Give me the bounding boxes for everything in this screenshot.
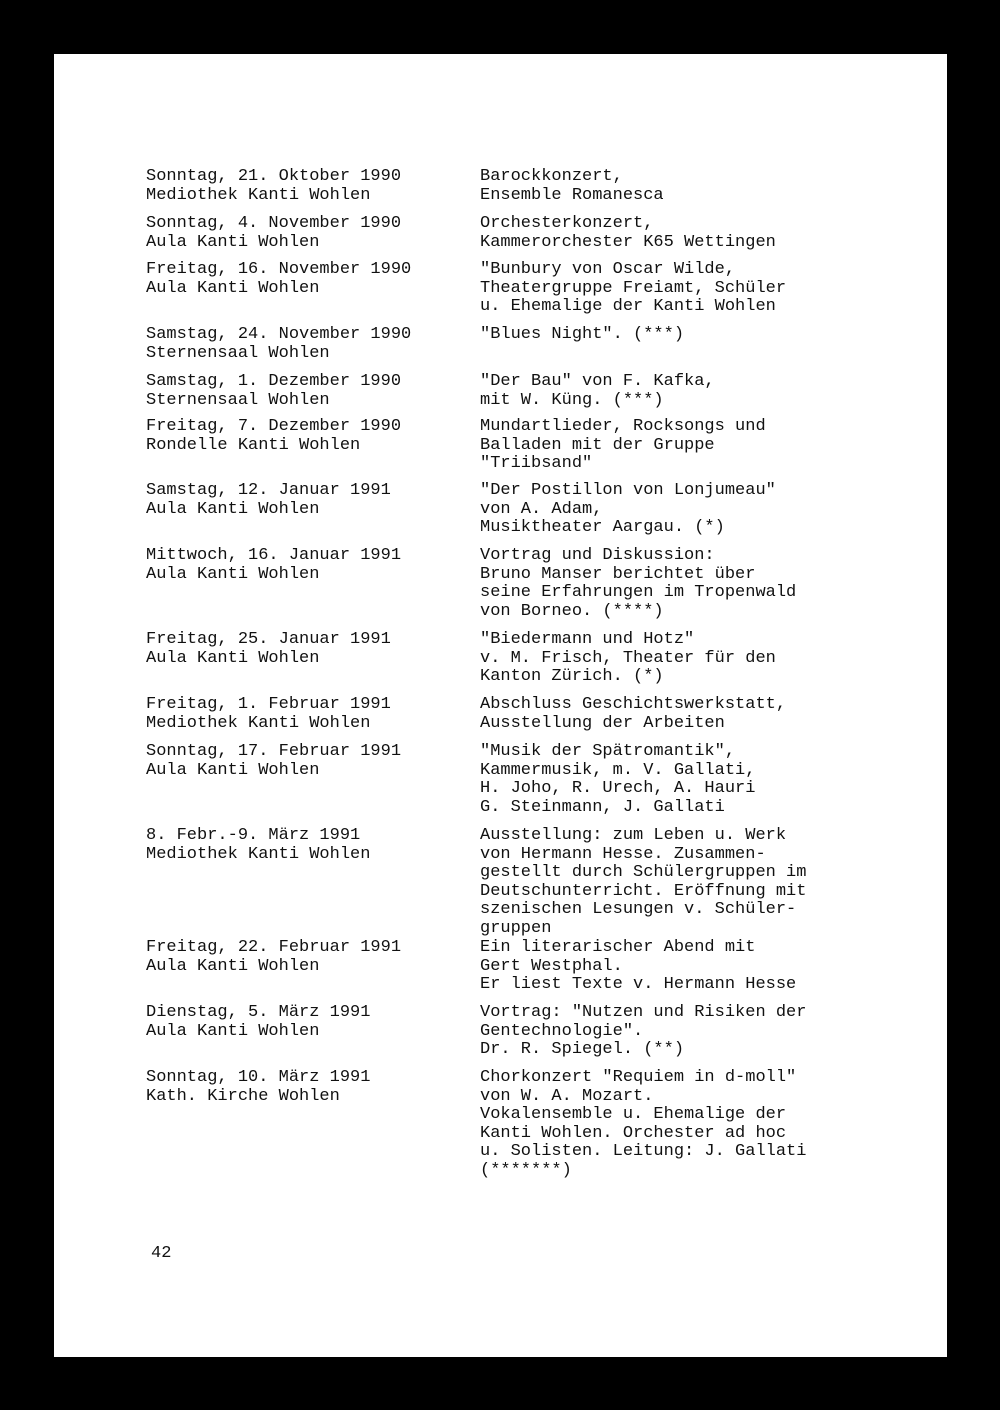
event-when: [146, 547, 466, 584]
event-venue: Kath. Kirche Wohlen: [146, 1086, 340, 1106]
event-when: [146, 827, 466, 864]
event-description: [480, 261, 880, 317]
description-line: v. M. Frisch, Theater für den: [480, 648, 776, 668]
description-line: mit W. Küng. (***): [480, 390, 664, 410]
description-line: u. Solisten. Leitung: J. Gallati: [480, 1142, 807, 1161]
description-line: Kanti Wohlen. Orchester ad hoc: [480, 1123, 787, 1143]
event-date: Mittwoch, 16. Januar 1991: [146, 546, 402, 565]
event-venue: Aula Kanti Wohlen: [146, 648, 320, 668]
event-description: [480, 326, 880, 345]
description-line: "Musik der Spätromantik",: [480, 742, 736, 761]
event-venue: Aula Kanti Wohlen: [146, 564, 320, 584]
description-line: "Blues Night". (***): [480, 325, 685, 344]
description-line: Barockkonzert,: [480, 167, 623, 186]
event-description: [480, 939, 880, 995]
description-line: "Bunbury von Oscar Wilde,: [480, 260, 736, 279]
description-line: von A. Adam,: [480, 499, 603, 519]
event-date: Dienstag, 5. März 1991: [146, 1003, 371, 1022]
event-description: [480, 1004, 880, 1060]
event-when: [146, 939, 466, 976]
description-line: Chorkonzert "Requiem in d-moll": [480, 1068, 797, 1087]
description-line: (*******): [480, 1160, 572, 1180]
page-number: 42: [151, 1244, 172, 1263]
description-line: u. Ehemalige der Kanti Wohlen: [480, 297, 776, 316]
description-line: Mundartlieder, Rocksongs und: [480, 417, 766, 436]
event-description: [480, 482, 880, 538]
description-line: Vortrag: "Nutzen und Risiken der: [480, 1003, 807, 1022]
description-line: Ausstellung: zum Leben u. Werk: [480, 826, 787, 845]
description-line: von Borneo. (****): [480, 601, 664, 621]
description-line: Balladen mit der Gruppe: [480, 435, 715, 455]
event-date: Freitag, 7. Dezember 1990: [146, 417, 402, 436]
description-line: von Hermann Hesse. Zusammen-: [480, 844, 766, 864]
event-description: [480, 631, 880, 687]
description-line: Kammermusik, m. V. Gallati,: [480, 760, 756, 780]
event-when: [146, 631, 466, 668]
event-description: [480, 827, 880, 938]
event-description: [480, 696, 880, 733]
event-date: Sonntag, 10. März 1991: [146, 1068, 371, 1087]
description-line: "Der Postillon von Lonjumeau": [480, 481, 776, 500]
description-line: gruppen: [480, 918, 552, 938]
description-line: von W. A. Mozart.: [480, 1086, 654, 1106]
event-description: [480, 547, 880, 621]
event-when: [146, 1004, 466, 1041]
event-date: Sonntag, 17. Februar 1991: [146, 742, 402, 761]
event-date: Freitag, 16. November 1990: [146, 260, 412, 279]
event-date: Samstag, 24. November 1990: [146, 325, 412, 344]
description-line: Kammerorchester K65 Wettingen: [480, 232, 776, 252]
event-venue: Sternensaal Wohlen: [146, 390, 330, 410]
description-line: Deutschunterricht. Eröffnung mit: [480, 881, 807, 901]
event-date: Freitag, 1. Februar 1991: [146, 695, 391, 714]
event-venue: Sternensaal Wohlen: [146, 343, 330, 363]
event-venue: Mediothek Kanti Wohlen: [146, 185, 371, 205]
event-venue: Aula Kanti Wohlen: [146, 499, 320, 519]
description-line: "Der Bau" von F. Kafka,: [480, 372, 715, 391]
description-line: Ausstellung der Arbeiten: [480, 713, 725, 733]
description-line: Er liest Texte v. Hermann Hesse: [480, 975, 797, 994]
event-venue: Aula Kanti Wohlen: [146, 956, 320, 976]
description-line: szenischen Lesungen v. Schüler-: [480, 900, 797, 919]
event-venue: Mediothek Kanti Wohlen: [146, 713, 371, 733]
event-date: Samstag, 12. Januar 1991: [146, 481, 391, 500]
event-when: [146, 168, 466, 205]
event-description: [480, 215, 880, 252]
event-venue: Aula Kanti Wohlen: [146, 232, 320, 252]
description-line: Gert Westphal.: [480, 956, 623, 976]
description-line: Vortrag und Diskussion:: [480, 546, 715, 565]
description-line: Theatergruppe Freiamt, Schüler: [480, 278, 787, 298]
event-description: [480, 743, 880, 817]
event-description: [480, 1069, 880, 1180]
description-line: Bruno Manser berichtet über: [480, 564, 756, 584]
description-line: Orchesterkonzert,: [480, 214, 654, 233]
description-line: Vokalensemble u. Ehemalige der: [480, 1105, 787, 1124]
event-date: Sonntag, 21. Oktober 1990: [146, 167, 402, 186]
description-line: Kanton Zürich. (*): [480, 667, 664, 686]
event-venue: Rondelle Kanti Wohlen: [146, 435, 361, 455]
event-when: [146, 482, 466, 519]
description-line: Musiktheater Aargau. (*): [480, 518, 725, 537]
event-date: 8. Febr.-9. März 1991: [146, 826, 361, 845]
event-description: [480, 168, 880, 205]
event-when: [146, 743, 466, 780]
description-line: Gentechnologie".: [480, 1021, 644, 1041]
event-when: [146, 696, 466, 733]
description-line: gestellt durch Schülergruppen im: [480, 863, 807, 882]
description-line: Dr. R. Spiegel. (**): [480, 1040, 685, 1059]
description-line: Ensemble Romanesca: [480, 185, 664, 205]
event-when: [146, 261, 466, 298]
document-page: [54, 54, 947, 1357]
event-when: [146, 215, 466, 252]
event-date: Samstag, 1. Dezember 1990: [146, 372, 402, 391]
event-when: [146, 418, 466, 455]
description-line: G. Steinmann, J. Gallati: [480, 797, 725, 817]
event-venue: Mediothek Kanti Wohlen: [146, 844, 371, 864]
event-when: [146, 373, 466, 410]
event-venue: Aula Kanti Wohlen: [146, 760, 320, 780]
event-date: Freitag, 22. Februar 1991: [146, 938, 402, 957]
description-line: H. Joho, R. Urech, A. Hauri: [480, 779, 756, 798]
event-date: Freitag, 25. Januar 1991: [146, 630, 391, 649]
description-line: seine Erfahrungen im Tropenwald: [480, 583, 797, 602]
description-line: Abschluss Geschichtswerkstatt,: [480, 695, 787, 714]
description-line: Ein literarischer Abend mit: [480, 938, 756, 957]
description-line: "Biedermann und Hotz": [480, 630, 695, 649]
event-description: [480, 373, 880, 410]
event-date: Sonntag, 4. November 1990: [146, 214, 402, 233]
description-line: "Triibsand": [480, 454, 593, 473]
event-when: [146, 1069, 466, 1106]
event-when: [146, 326, 466, 363]
event-venue: Aula Kanti Wohlen: [146, 278, 320, 298]
event-venue: Aula Kanti Wohlen: [146, 1021, 320, 1041]
event-description: [480, 418, 880, 474]
